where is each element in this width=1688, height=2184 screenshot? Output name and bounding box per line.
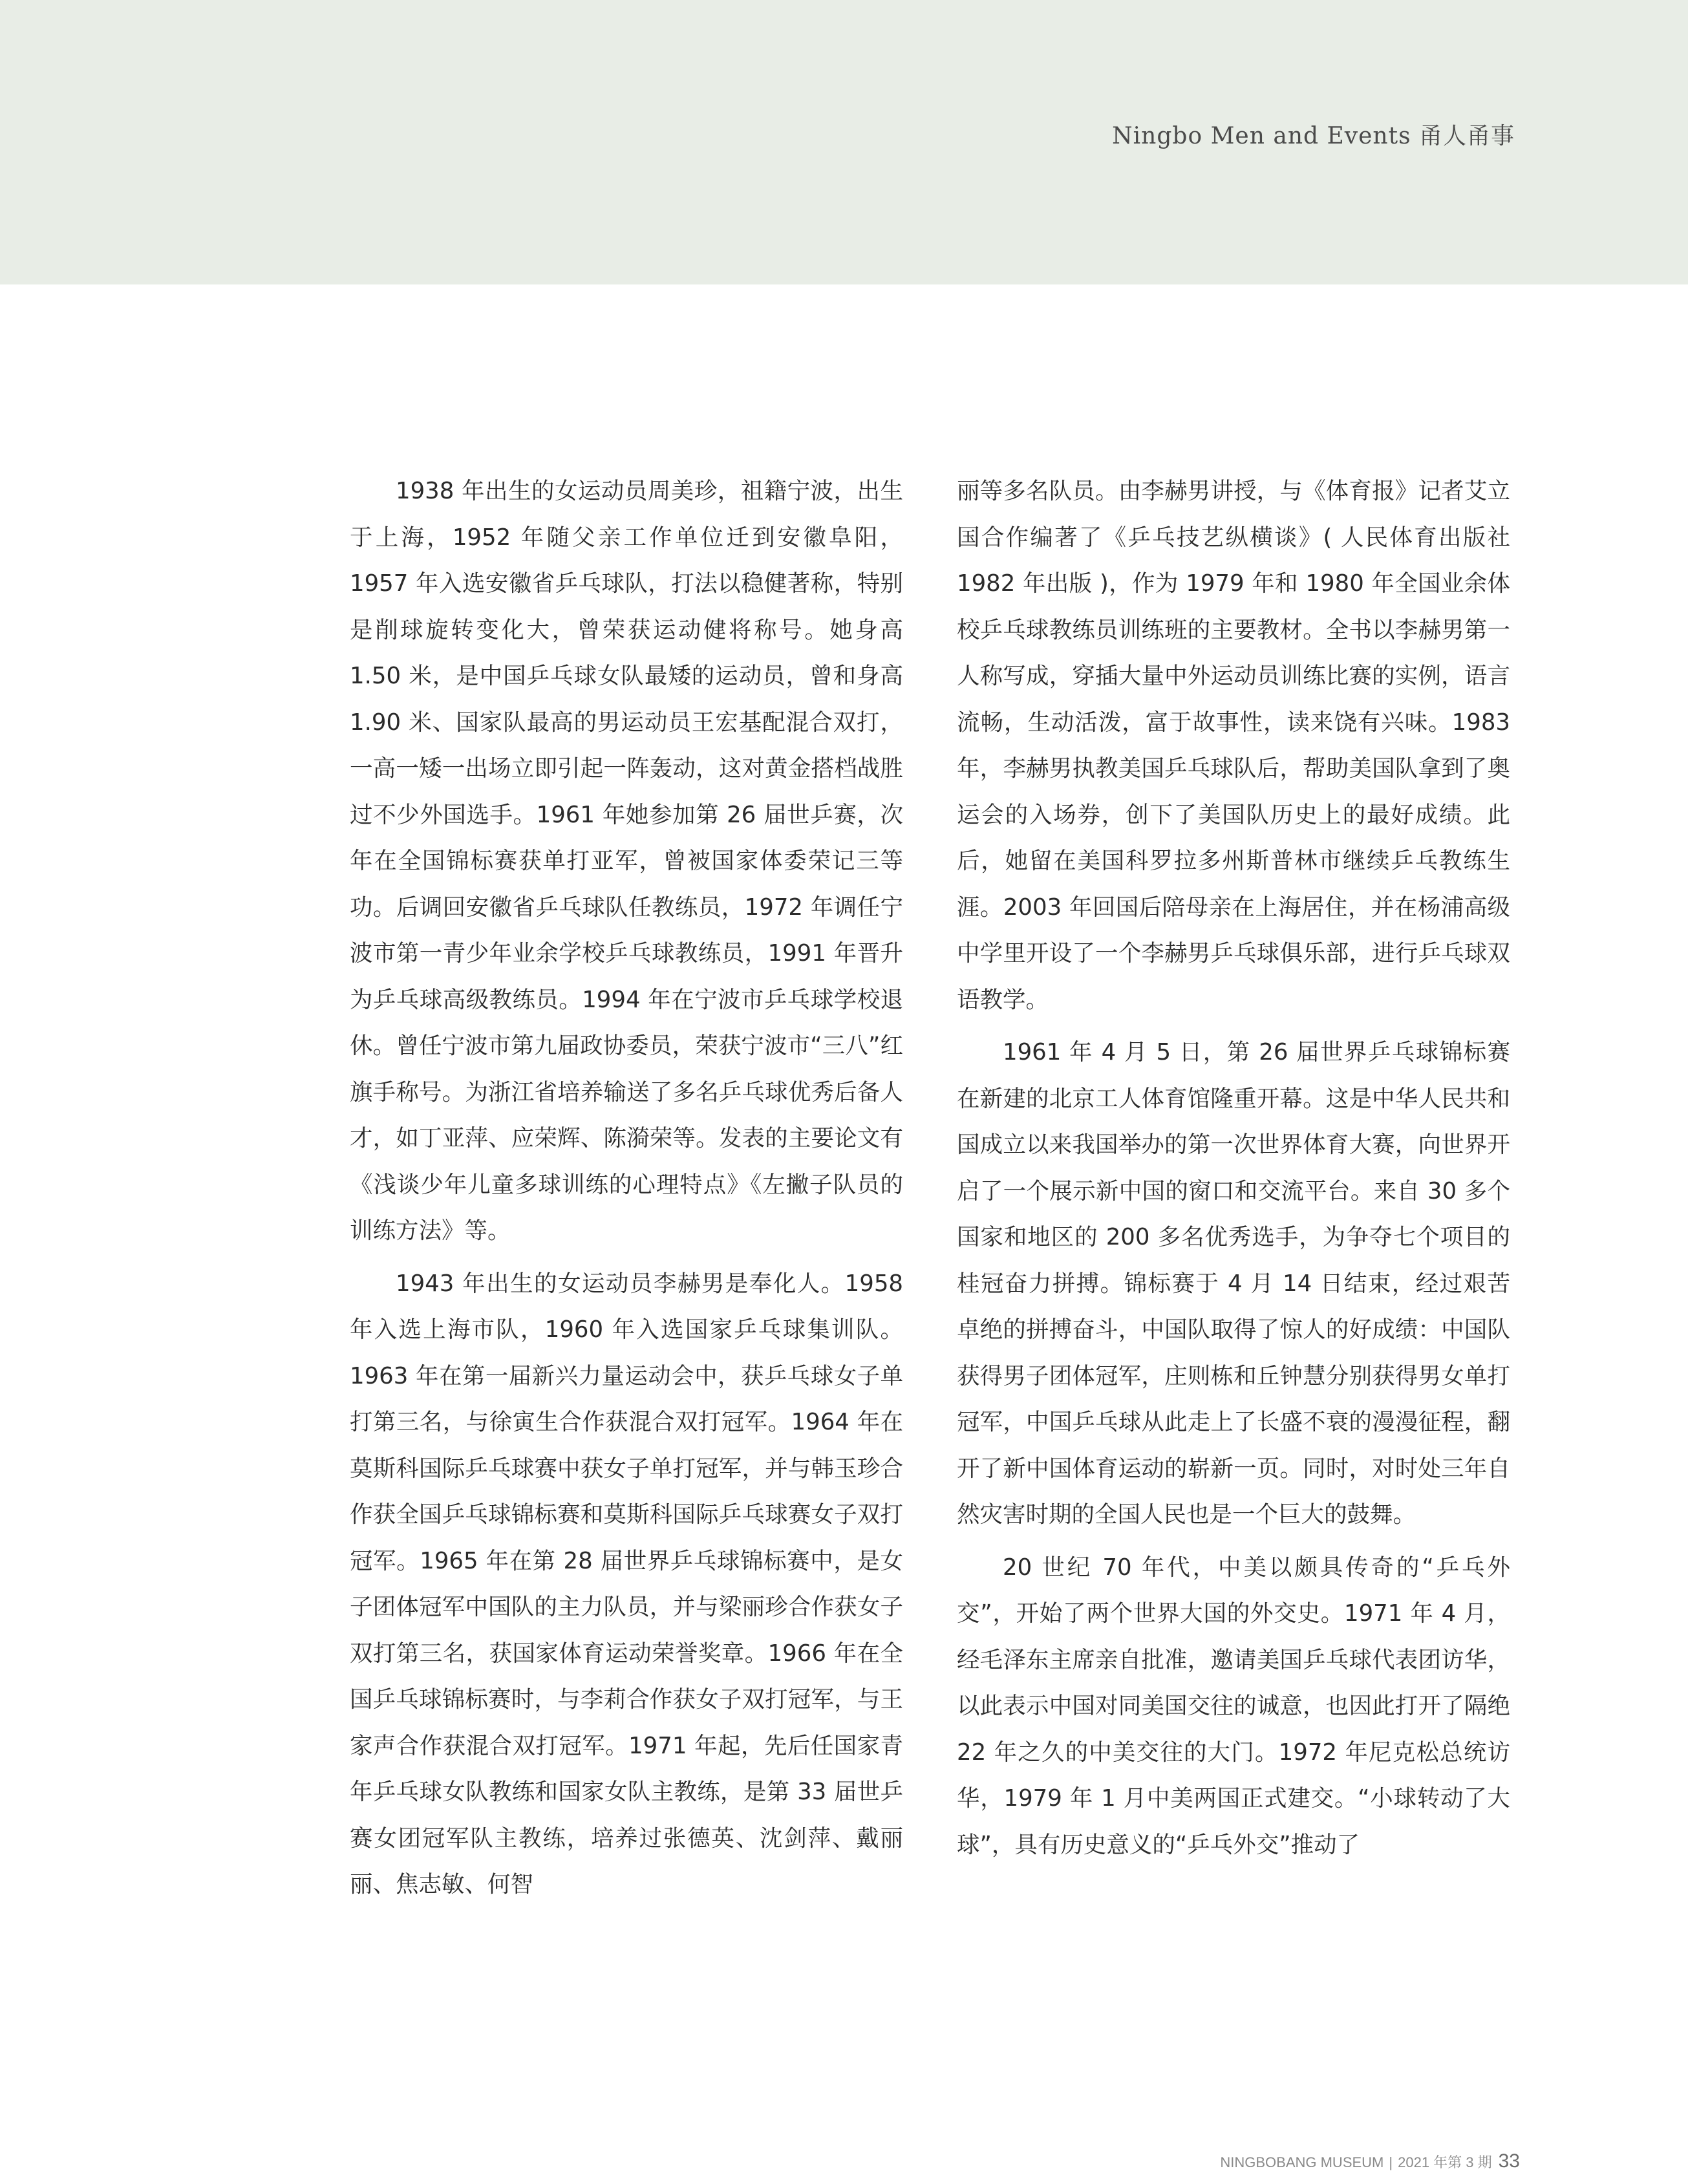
paragraph-ping-pong-diplomacy: 20 世纪 70 年代，中美以颇具传奇的“乒乓外交”，开始了两个世界大国的外交史。1971 年 4 月，经毛泽东主席亲自批准，邀请美国乒乓球代表团访华，以此表示中国对同美国交往的诚意，也因此打开了隔绝 22 年之久的中美交往的大门。1972 年尼克松总统访华，1979 年 1 月中美两国正式建交。“小球转动了大球”，具有历史意义的“乒乓外交”推动了	[957, 1554, 1510, 1858]
paragraph-li-henan-continued: 丽等多名队员。由李赫男讲授，与《体育报》记者艾立国合作编著了《乒乓技艺纵横谈》( 人民体育出版社 1982 年出版 )，作为 1979 年和 1980 年全国业余体校乒乓球教练员训练班的主要教材。全书以李赫男第一人称写成，穿插大量中外运动员训练比赛的实例，语言流畅，生动活泼，富于故事性，读来饶有兴味。1983 年，李赫男执教美国乒乓球队后，帮助美国队拿到了奥运会的入场券，创下了美国队历史上的最好成绩。此后，她留在美国科罗拉多州斯普林市继续乒乓教练生涯。2003 年回国后陪母亲在上海居住，并在杨浦高级中学里开设了一个李赫男乒乓球俱乐部，进行乒乓球双语教学。	[957, 478, 1510, 1013]
paragraph-zhou-meizhen: 1938 年出生的女运动员周美珍，祖籍宁波，出生于上海，1952 年随父亲工作单位迁到安徽阜阳，1957 年入选安徽省乒乓球队，打法以稳健著称，特别是削球旋转变化大，曾荣获运动健将称号。她身高 1.50 米，是中国乒乓球女队最矮的运动员，曾和身高 1.90 米、国家队最高的男运动员王宏基配混合双打，一高一矮一出场立即引起一阵轰动，这对黄金搭档战胜过不少外国选手。1961 年她参加第 26 届世乒赛，次年在全国锦标赛获单打亚军，曾被国家体委荣记三等功。后调回安徽省乒乓球队任教练员，1972 年调任宁波市第一青少年业余学校乒乓球教练员，1991 年晋升为乒乓球高级教练员。1994 年在宁波市乒乓球学校退休。曾任宁波市第九届政协委员，荣获宁波市“三八”红旗手称号。为浙江省培养输送了多名乒乓球优秀后备人才，如丁亚萍、应荣辉、陈漪荣等。发表的主要论文有《浅谈少年儿童多球训练的心理特点》《左撇子队员的训练方法》等。	[350, 478, 903, 1244]
footer-issue: 2021 年第 3 期	[1398, 2154, 1492, 2170]
footer-separator: |	[1389, 2154, 1393, 2170]
page-footer	[1220, 2150, 1520, 2172]
footer-publication: NINGBOBANG MUSEUM	[1220, 2154, 1384, 2170]
paragraph-1961-championship: 1961 年 4 月 5 日，第 26 届世界乒乓球锦标赛在新建的北京工人体育馆隆重开幕。这是中华人民共和国成立以来我国举办的第一次世界体育大赛，向世界开启了一个展示新中国的窗口和交流平台。来自 30 多个国家和地区的 200 多名优秀选手，为争夺七个项目的桂冠奋力拼搏。锦标赛于 4 月 14 日结束，经过艰苦卓绝的拼搏奋斗，中国队取得了惊人的好成绩：中国队获得男子团体冠军，庄则栋和丘钟慧分别获得男女单打冠军，中国乒乓球从此走上了长盛不衰的漫漫征程，翻开了新中国体育运动的崭新一页。同时，对时处三年自然灾害时期的全国人民也是一个巨大的鼓舞。	[957, 1039, 1510, 1528]
section-title: Ningbo Men and Events 甬人甬事	[1112, 123, 1515, 149]
right-column	[957, 468, 1510, 1868]
page-number: 33	[1498, 2150, 1520, 2172]
paragraph-li-henan: 1943 年出生的女运动员李赫男是奉化人。1958 年入选上海市队，1960 年入选国家乒乓球集训队。1963 年在第一届新兴力量运动会中，获乒乓球女子单打第三名，与徐寅生合作获混合双打冠军。1964 年在莫斯科国际乒乓球赛中获女子单打冠军，并与韩玉珍合作获全国乒乓球锦标赛和莫斯科国际乒乓球赛女子双打冠军。1965 年在第 28 届世界乒乓球锦标赛中，是女子团体冠军中国队的主力队员，并与梁丽珍合作获女子双打第三名，获国家体育运动荣誉奖章。1966 年在全国乒乓球锦标赛时，与李莉合作获女子双打冠军，与王家声合作获混合双打冠军。1971 年起，先后任国家青年乒乓球女队教练和国家女队主教练，是第 33 届世乒赛女团冠军队主教练，培养过张德英、沈剑萍、戴丽丽、焦志敏、何智	[350, 1270, 903, 1898]
left-column	[350, 468, 903, 1908]
